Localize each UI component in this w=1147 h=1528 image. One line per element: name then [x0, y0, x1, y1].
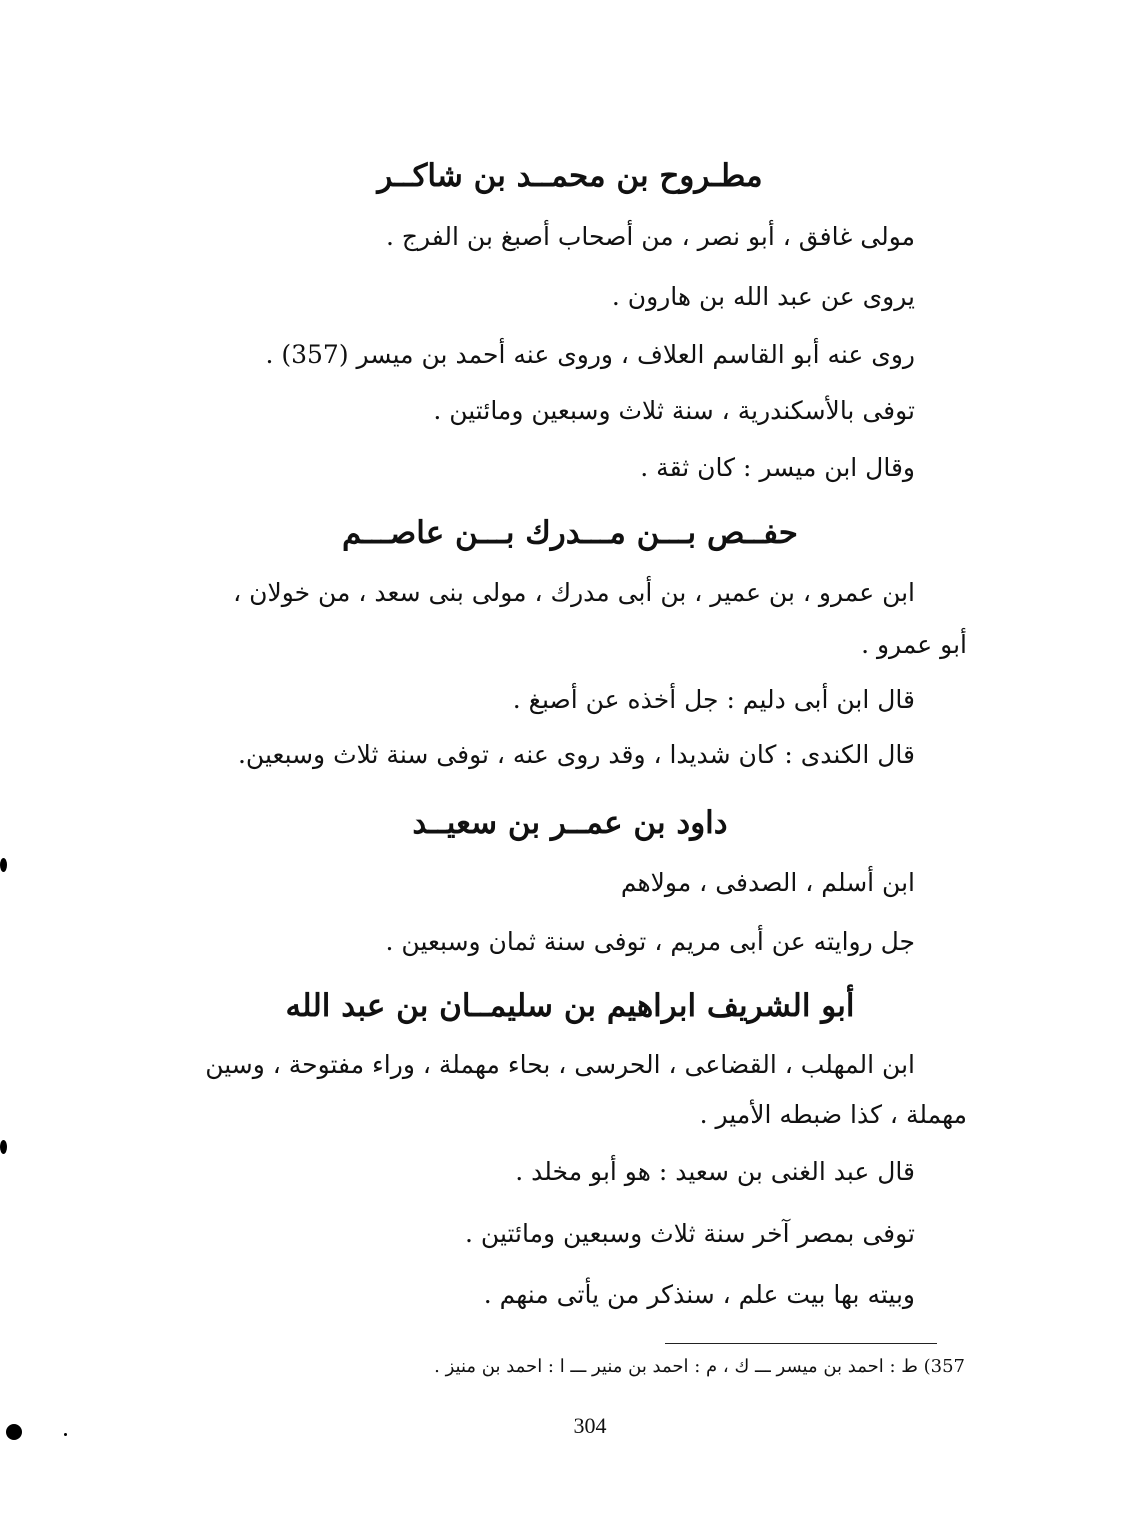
page-number: 304 [573, 1413, 607, 1438]
text-line-continuation: أبو عمرو . [861, 630, 967, 659]
text-line-continuation: مهملة ، كذا ضبطه الأمير . [699, 1100, 967, 1129]
text-line: وبيته بها بيت علم ، سنذكر من يأتى منهم . [483, 1280, 915, 1309]
text-line: قال ابن أبى دليم : جل أخذه عن أصبغ . [512, 685, 915, 714]
text-line: ابن المهلب ، القضاعى ، الحرسى ، بحاء مهملة ، وراء مفتوحة ، وسين [205, 1050, 915, 1079]
footnote: 357) ط : احمد بن ميسر ـــ ك ، م : احمد بن منير ـــ ا : احمد بن منيز . [434, 1356, 965, 1377]
scan-mark [0, 858, 7, 872]
text-line: قال الكندى : كان شديدا ، وقد روى عنه ، توفى سنة ثلاث وسبعين. [237, 740, 915, 769]
text-line: ابن أسلم ، الصدفى ، مولاهم [620, 868, 915, 897]
text-line: قال عبد الغنى بن سعيد : هو أبو مخلد . [515, 1157, 915, 1186]
text-line: وقال ابن ميسر : كان ثقة . [640, 453, 915, 482]
text-line: ابن عمرو ، بن عمير ، بن أبى مدرك ، مولى بنى سعد ، من خولان ، [233, 578, 915, 607]
scan-mark [6, 1424, 22, 1440]
entry-heading: مطـروح بن محمــد بن شاكــر [377, 158, 763, 194]
text-line: مولى غافق ، أبو نصر ، من أصحاب أصبغ بن الفرج . [385, 222, 915, 251]
scan-mark [0, 1140, 7, 1154]
text-line: يروى عن عبد الله بن هارون . [611, 282, 915, 311]
entry-heading: داود بن عمــر بن سعيــد [412, 805, 728, 841]
entry-heading: حفــص بـــن مـــدرك بـــن عاصـــم [342, 515, 798, 551]
footnote-divider [665, 1343, 937, 1344]
text-line: جل روايته عن أبى مريم ، توفى سنة ثمان وسبعين . [385, 927, 915, 956]
text-line: توفى بمصر آخر سنة ثلاث وسبعين ومائتين . [465, 1219, 915, 1248]
text-line: روى عنه أبو القاسم العلاف ، وروى عنه أحمد بن ميسر (357) . [265, 340, 915, 369]
entry-heading: أبو الشريف ابراهيم بن سليمــان بن عبد الله [285, 988, 855, 1024]
scan-mark [64, 1433, 67, 1436]
text-line: توفى بالأسكندرية ، سنة ثلاث وسبعين ومائتين . [433, 396, 915, 425]
